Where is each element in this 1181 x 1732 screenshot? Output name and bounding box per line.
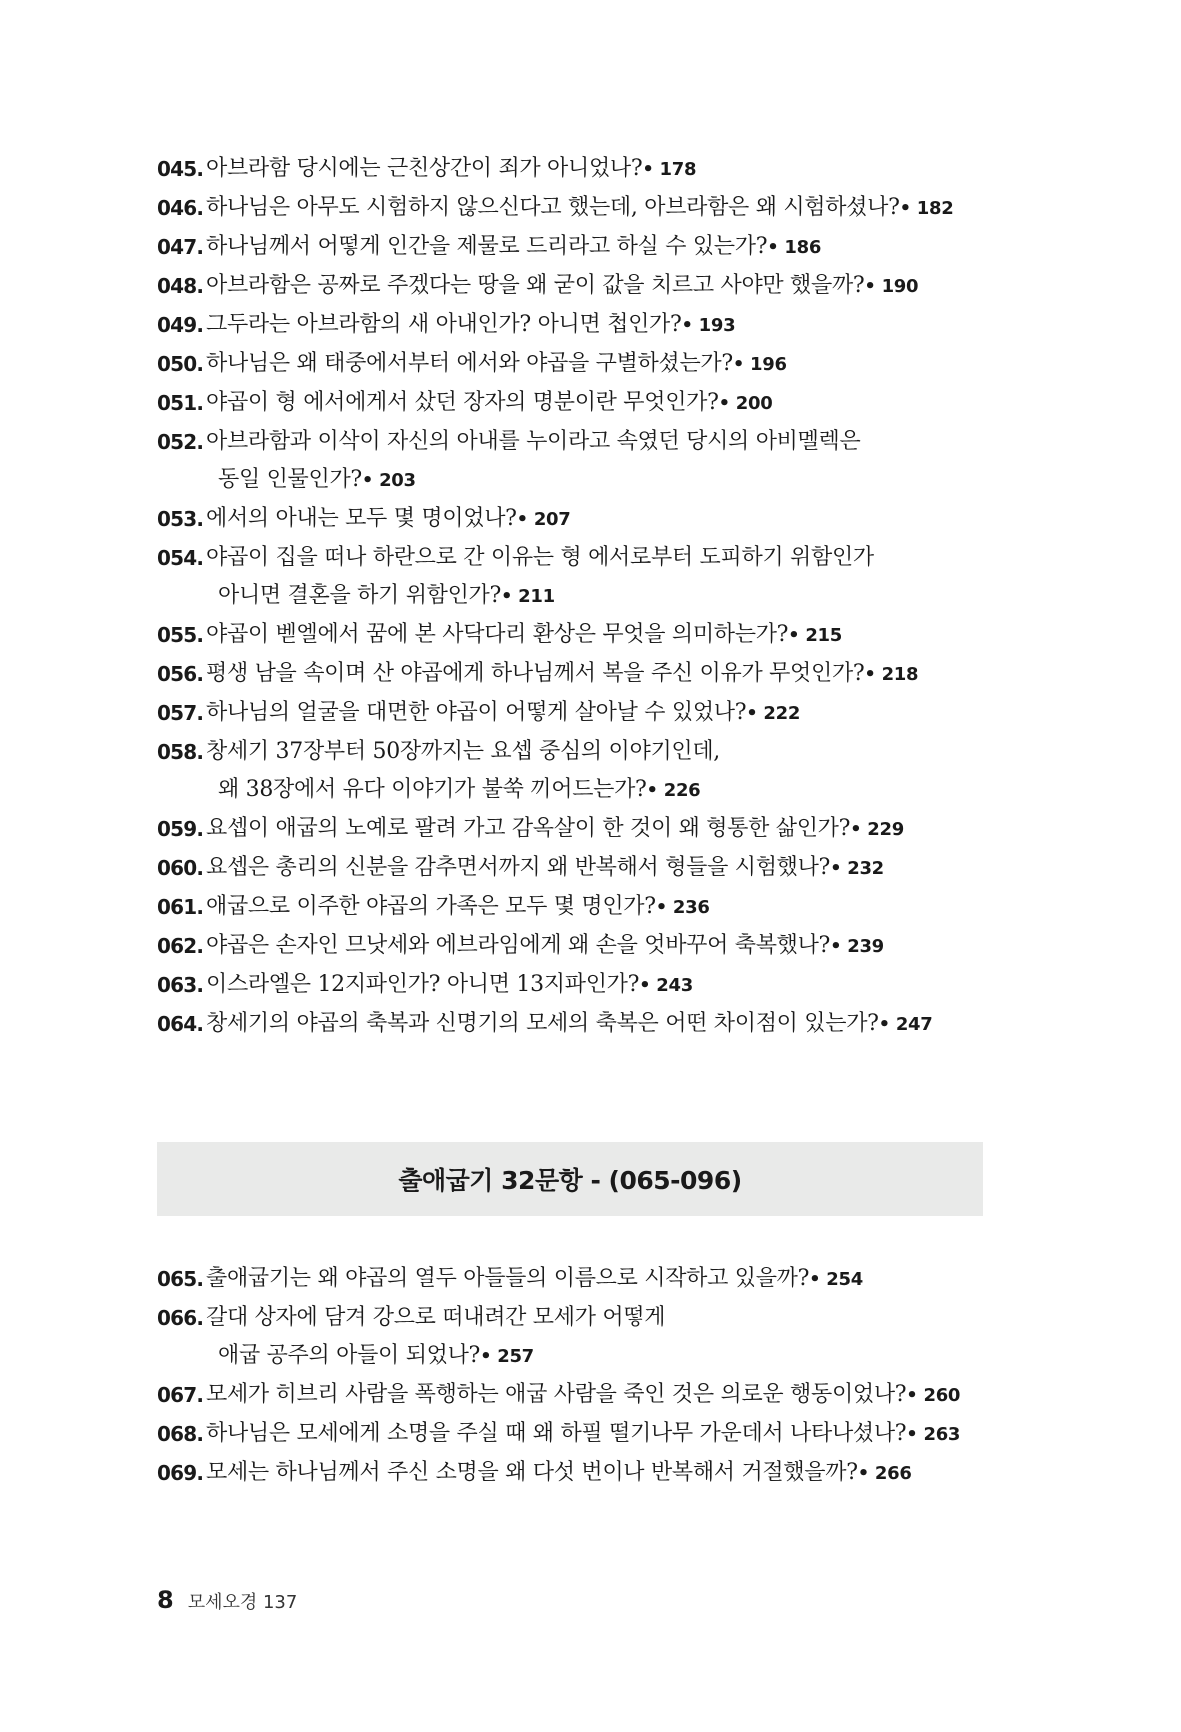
entry-question: 애굽으로 이주한 야곱의 가족은 모두 몇 명인가?: [206, 894, 656, 919]
entry-question-line2: 왜 38장에서 유다 이야기가 불쑥 끼어드는가?: [218, 777, 647, 802]
entry-page-ref: • 200: [718, 393, 773, 414]
toc-entry: [157, 150, 1057, 189]
toc-entry: [157, 1415, 1057, 1454]
entry-question: 창세기의 야곱의 축복과 신명기의 모세의 축복은 어떤 차이점이 있는가?: [206, 1011, 879, 1036]
entry-page-ref: • 203: [361, 470, 416, 491]
toc-entry: [157, 849, 1057, 888]
entry-question-continued: [206, 771, 1057, 810]
entry-question: 야곱이 벧엘에서 꿈에 본 사닥다리 환상은 무엇을 의미하는가?: [206, 622, 789, 647]
entry-question: 에서의 아내는 모두 몇 명이었나?: [206, 506, 517, 531]
toc-entry: [157, 733, 1057, 810]
toc-entry: [157, 189, 1057, 228]
toc-entry: [157, 616, 1057, 655]
entry-number: 051.: [157, 391, 204, 415]
entry-number: 060.: [157, 856, 204, 880]
entry-question: 요셉은 총리의 신분을 감추면서까지 왜 반복해서 형들을 시험했나?: [206, 855, 831, 880]
entry-question: 이스라엘은 12지파인가? 아니면 13지파인가?: [206, 972, 640, 997]
toc-entry: [157, 306, 1057, 345]
toc-entry: [157, 267, 1057, 306]
entry-question: 갈대 상자에 담겨 강으로 떠내려간 모세가 어떻게: [206, 1305, 666, 1330]
entry-number: 052.: [157, 430, 204, 454]
entry-number: 062.: [157, 934, 204, 958]
entry-number: 058.: [157, 740, 204, 764]
toc-entry: [157, 927, 1057, 966]
entry-number: 048.: [157, 274, 204, 298]
entry-number: 068.: [157, 1422, 204, 1446]
entry-page-ref: • 226: [646, 780, 701, 801]
toc-entry: [157, 810, 1057, 849]
entry-number: 057.: [157, 701, 204, 725]
entry-number: 056.: [157, 662, 204, 686]
book-title: 모세오경 137: [187, 1592, 298, 1613]
toc-entry: [157, 1260, 1057, 1299]
entry-page-ref: • 186: [767, 237, 822, 258]
entry-question-line2: 애굽 공주의 아들이 되었나?: [218, 1343, 481, 1368]
entry-number: 055.: [157, 623, 204, 647]
page-number: 8: [157, 1586, 174, 1614]
toc-entry: [157, 694, 1057, 733]
entry-number: 049.: [157, 313, 204, 337]
entry-page-ref: • 236: [655, 897, 710, 918]
entry-question: 아브라함은 공짜로 주겠다는 땅을 왜 굳이 값을 치르고 사야만 했을까?: [206, 273, 865, 298]
entry-page-ref: • 182: [899, 198, 954, 219]
toc-list-exodus: [157, 1260, 1057, 1493]
entry-number: 059.: [157, 817, 204, 841]
toc-list-genesis: [157, 150, 1057, 1044]
entry-question: 야곱이 집을 떠나 하란으로 간 이유는 형 에서로부터 도피하기 위함인가: [206, 545, 874, 570]
entry-number: 053.: [157, 507, 204, 531]
entry-question: 하나님께서 어떻게 인간을 제물로 드리라고 하실 수 있는가?: [206, 234, 768, 259]
entry-question-continued: [206, 1337, 1057, 1376]
entry-page-ref: • 207: [516, 509, 571, 530]
entry-number: 064.: [157, 1012, 204, 1036]
entry-page-ref: • 215: [788, 625, 843, 646]
entry-page-ref: • 257: [480, 1346, 534, 1367]
entry-question: 하나님은 왜 태중에서부터 에서와 야곱을 구별하셨는가?: [206, 351, 733, 376]
entry-page-ref: • 178: [642, 159, 697, 180]
toc-entry: [157, 1005, 1057, 1044]
entry-page-ref: • 222: [746, 703, 801, 724]
entry-question: 모세가 히브리 사람을 폭행하는 애굽 사람을 죽인 것은 의로운 행동이었나?: [206, 1382, 907, 1407]
entry-question-line2: 아니면 결혼을 하기 위함인가?: [218, 583, 501, 608]
toc-entry: [157, 384, 1057, 423]
section-title: 출애굽기 32문항 - (065-096): [398, 1166, 742, 1195]
toc-entry: [157, 888, 1057, 927]
entry-page-ref: • 232: [830, 858, 884, 879]
entry-question: 모세는 하나님께서 주신 소명을 왜 다섯 번이나 반복해서 거절했을까?: [206, 1460, 858, 1485]
entry-number: 063.: [157, 973, 204, 997]
entry-number: 045.: [157, 157, 204, 181]
entry-page-ref: • 247: [878, 1014, 933, 1035]
entry-page-ref: • 196: [732, 354, 787, 375]
entry-question: 하나님의 얼굴을 대면한 야곱이 어떻게 살아날 수 있었나?: [206, 700, 747, 725]
section-header: [157, 1142, 983, 1216]
entry-question: 요셉이 애굽의 노예로 팔려 가고 감옥살이 한 것이 왜 형통한 삶인가?: [206, 816, 851, 841]
entry-question: 아브라함 당시에는 근친상간이 죄가 아니었나?: [206, 156, 643, 181]
entry-question: 아브라함과 이삭이 자신의 아내를 누이라고 속였던 당시의 아비멜렉은: [206, 429, 861, 454]
entry-question-continued: [206, 577, 1057, 616]
toc-entry: [157, 1376, 1057, 1415]
toc-entry: [157, 966, 1057, 1005]
toc-entry: [157, 655, 1057, 694]
entry-question: 야곱이 형 에서에게서 샀던 장자의 명분이란 무엇인가?: [206, 390, 719, 415]
entry-number: 047.: [157, 235, 204, 259]
toc-entry: [157, 345, 1057, 384]
entry-question-line2: 동일 인물인가?: [218, 467, 362, 492]
entry-number: 067.: [157, 1383, 204, 1407]
entry-number: 050.: [157, 352, 204, 376]
entry-page-ref: • 263: [906, 1424, 961, 1445]
entry-number: 054.: [157, 546, 204, 570]
entry-question: 그두라는 아브라함의 새 아내인가? 아니면 첩인가?: [206, 312, 682, 337]
entry-question: 야곱은 손자인 므낫세와 에브라임에게 왜 손을 엇바꾸어 축복했나?: [206, 933, 831, 958]
entry-question: 출애굽기는 왜 야곱의 열두 아들들의 이름으로 시작하고 있을까?: [206, 1266, 810, 1291]
entry-page-ref: • 254: [809, 1269, 863, 1290]
entry-number: 046.: [157, 196, 204, 220]
entry-page-ref: • 229: [850, 819, 904, 840]
toc-entry: [157, 1454, 1057, 1493]
entry-question: 평생 남을 속이며 산 야곱에게 하나님께서 복을 주신 이유가 무엇인가?: [206, 661, 865, 686]
entry-page-ref: • 218: [864, 664, 919, 685]
entry-number: 061.: [157, 895, 204, 919]
entry-number: 069.: [157, 1461, 204, 1485]
entry-page-ref: • 243: [639, 975, 693, 996]
entry-page-ref: • 239: [830, 936, 884, 957]
entry-question: 창세기 37장부터 50장까지는 요셉 중심의 이야기인데,: [206, 739, 720, 764]
toc-entry: [157, 423, 1057, 500]
toc-entry: [157, 539, 1057, 616]
entry-question-continued: [206, 461, 1057, 500]
entry-page-ref: • 260: [906, 1385, 961, 1406]
entry-page-ref: • 193: [681, 315, 736, 336]
entry-question: 하나님은 모세에게 소명을 주실 때 왜 하필 떨기나무 가운데서 나타나셨나?: [206, 1421, 907, 1446]
toc-entry: [157, 1299, 1057, 1376]
entry-question: 하나님은 아무도 시험하지 않으신다고 했는데, 아브라함은 왜 시험하셨나?: [206, 195, 900, 220]
toc-entry: [157, 500, 1057, 539]
toc-entry: [157, 228, 1057, 267]
entry-page-ref: • 266: [857, 1463, 912, 1484]
entry-page-ref: • 211: [501, 586, 555, 607]
page-footer: [157, 1586, 297, 1614]
entry-number: 066.: [157, 1306, 204, 1330]
entry-number: 065.: [157, 1267, 204, 1291]
entry-page-ref: • 190: [864, 276, 919, 297]
